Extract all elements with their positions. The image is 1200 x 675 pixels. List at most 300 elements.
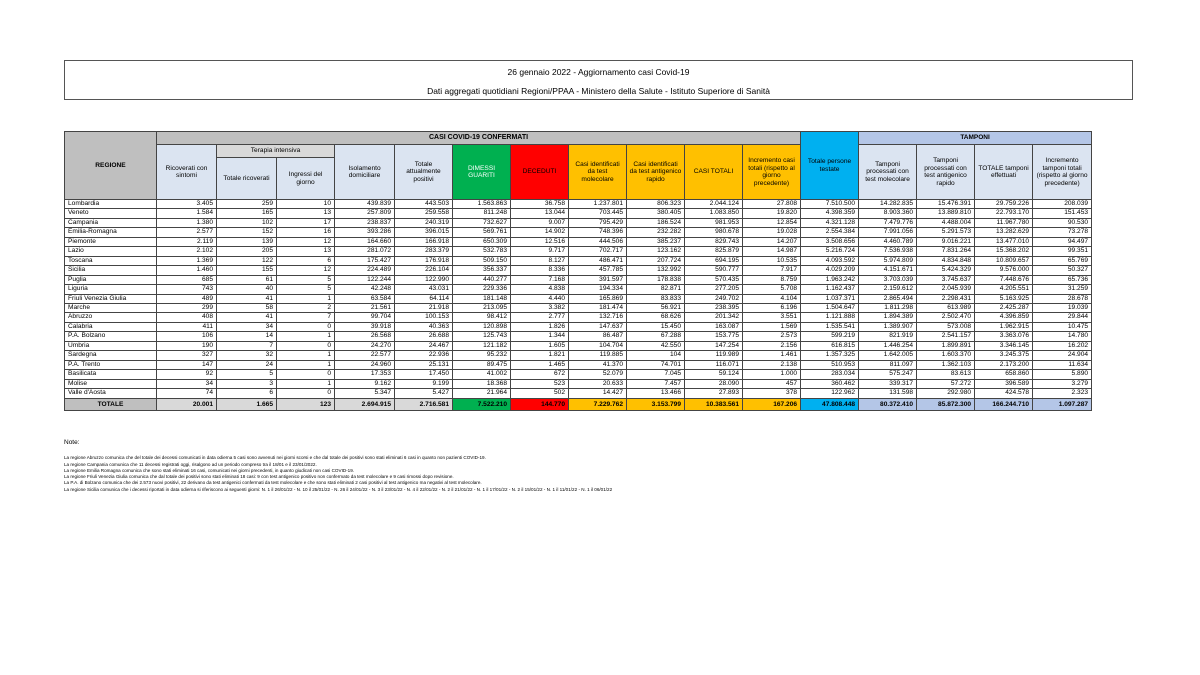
value-cell: 590.777 bbox=[685, 266, 743, 275]
value-cell: 2.173.200 bbox=[975, 360, 1033, 369]
value-cell: 73.278 bbox=[1033, 228, 1092, 237]
header-casi-molecolare: Casi identificati da test molecolare bbox=[569, 145, 627, 200]
value-cell: 0 bbox=[277, 389, 335, 398]
value-cell: 121.182 bbox=[453, 341, 511, 350]
value-cell: 39.918 bbox=[335, 322, 395, 331]
value-cell: 67.288 bbox=[627, 332, 685, 341]
value-cell: 24 bbox=[217, 360, 277, 369]
value-cell: 702.717 bbox=[569, 247, 627, 256]
value-cell: 825.879 bbox=[685, 247, 743, 256]
value-cell: 2.119 bbox=[157, 237, 217, 246]
table-row bbox=[65, 351, 1092, 360]
note-line: La regione Emilia Romagna comunica che sono stati eliminati 16 casi, comunicati nei giorni precedenti, in quanto giudicati non casi COVID-19. bbox=[64, 467, 355, 473]
total-value-cell: 80.372.410 bbox=[859, 398, 917, 410]
value-cell: 981.953 bbox=[685, 218, 743, 227]
header-casi-antigenico: Casi identificati da test antigenico rapido bbox=[627, 145, 685, 200]
value-cell: 4.440 bbox=[511, 294, 569, 303]
value-cell: 50.327 bbox=[1033, 266, 1092, 275]
total-value-cell: 144.770 bbox=[511, 398, 569, 410]
value-cell: 99.351 bbox=[1033, 247, 1092, 256]
total-value-cell: 3.153.799 bbox=[627, 398, 685, 410]
value-cell: 83.833 bbox=[627, 294, 685, 303]
value-cell: 391.597 bbox=[569, 275, 627, 284]
value-cell: 3 bbox=[217, 379, 277, 388]
value-cell: 1.899.891 bbox=[917, 341, 975, 350]
value-cell: 21.964 bbox=[453, 389, 511, 398]
value-cell: 523 bbox=[511, 379, 569, 388]
value-cell: 83.613 bbox=[917, 370, 975, 379]
value-cell: 12 bbox=[277, 237, 335, 246]
value-cell: 2.298.431 bbox=[917, 294, 975, 303]
region-name-cell: P.A. Bolzano bbox=[65, 332, 157, 341]
value-cell: 2.554.384 bbox=[801, 228, 859, 237]
value-cell: 43.031 bbox=[395, 285, 453, 294]
covid-data-table bbox=[64, 131, 1092, 411]
value-cell: 9.162 bbox=[335, 379, 395, 388]
value-cell: 14.902 bbox=[511, 228, 569, 237]
table-row bbox=[65, 360, 1092, 369]
value-cell: 131.598 bbox=[859, 389, 917, 398]
total-value-cell: 85.872.300 bbox=[917, 398, 975, 410]
region-name-cell: Veneto bbox=[65, 209, 157, 218]
header-dimessi-guariti: DIMESSI GUARITI bbox=[453, 145, 511, 200]
value-cell: 9.007 bbox=[511, 218, 569, 227]
value-cell: 1.344 bbox=[511, 332, 569, 341]
value-cell: 5.427 bbox=[395, 389, 453, 398]
band-tamponi: TAMPONI bbox=[859, 132, 1092, 145]
region-name-cell: Abruzzo bbox=[65, 313, 157, 322]
value-cell: 181.474 bbox=[569, 303, 627, 312]
region-name-cell: Friuli Venezia Giulia bbox=[65, 294, 157, 303]
value-cell: 1.584 bbox=[157, 209, 217, 218]
value-cell: 339.317 bbox=[859, 379, 917, 388]
value-cell: 65.736 bbox=[1033, 275, 1092, 284]
header-totale-persone: Totale persone testate bbox=[801, 132, 859, 200]
header-isolamento: Isolamento domiciliare bbox=[335, 145, 395, 200]
table-body bbox=[65, 200, 1092, 411]
value-cell: 1 bbox=[277, 332, 335, 341]
value-cell: 1 bbox=[277, 351, 335, 360]
value-cell: 396.589 bbox=[975, 379, 1033, 388]
value-cell: 703.445 bbox=[569, 209, 627, 218]
value-cell: 42.248 bbox=[335, 285, 395, 294]
value-cell: 1.362.103 bbox=[917, 360, 975, 369]
value-cell: 299 bbox=[157, 303, 217, 312]
value-cell: 2.865.494 bbox=[859, 294, 917, 303]
table-row bbox=[65, 266, 1092, 275]
value-cell: 132.992 bbox=[627, 266, 685, 275]
value-cell: 8.759 bbox=[743, 275, 801, 284]
value-cell: 443.503 bbox=[395, 200, 453, 209]
value-cell: 4.093.592 bbox=[801, 256, 859, 265]
value-cell: 122.962 bbox=[801, 389, 859, 398]
note-line: La regione Campania comunica che 11 decessi registrati oggi, risalgono ad un periodo compreso tra il 18/01 e il 23/01/2022. bbox=[64, 461, 317, 467]
value-cell: 408 bbox=[157, 313, 217, 322]
value-cell: 795.429 bbox=[569, 218, 627, 227]
table-row bbox=[65, 228, 1092, 237]
value-cell: 10 bbox=[277, 200, 335, 209]
value-cell: 732.627 bbox=[453, 218, 511, 227]
total-value-cell: 47.808.448 bbox=[801, 398, 859, 410]
value-cell: 163.087 bbox=[685, 322, 743, 331]
value-cell: 165.869 bbox=[569, 294, 627, 303]
value-cell: 181.148 bbox=[453, 294, 511, 303]
value-cell: 15.450 bbox=[627, 322, 685, 331]
value-cell: 14.207 bbox=[743, 237, 801, 246]
value-cell: 86.487 bbox=[569, 332, 627, 341]
value-cell: 7.448.676 bbox=[975, 275, 1033, 284]
value-cell: 510.953 bbox=[801, 360, 859, 369]
value-cell: 122 bbox=[217, 256, 277, 265]
total-value-cell: 2.694.915 bbox=[335, 398, 395, 410]
region-name-cell: Lombardia bbox=[65, 200, 157, 209]
value-cell: 8.127 bbox=[511, 256, 569, 265]
note-line: La regione Sicilia comunica che i decessi riportati in data odierna si riferiscono ai seguenti giorni: N. 1 il 26/01/22 - N. 10 il 25/01/22 - N. 26 il 24/01/22 - N. 3 il 23/01/22 - N. 4 il 22/01/22 - N. 2 il 21/01/22 - N. 1 il 17/01/22 - N. 2 il 15/01/22 - N. 1 il 11/01/22 - N. 1 il 06/01/22 bbox=[64, 486, 613, 492]
value-cell: 100.153 bbox=[395, 313, 453, 322]
header-tamponi-molecolare: Tamponi processati con test molecolare bbox=[859, 145, 917, 200]
value-cell: 19.028 bbox=[743, 228, 801, 237]
value-cell: 13 bbox=[277, 247, 335, 256]
value-cell: 208.039 bbox=[1033, 200, 1092, 209]
value-cell: 8.903.360 bbox=[859, 209, 917, 218]
value-cell: 7.831.264 bbox=[917, 247, 975, 256]
value-cell: 13.477.010 bbox=[975, 237, 1033, 246]
value-cell: 1.963.242 bbox=[801, 275, 859, 284]
value-cell: 31.259 bbox=[1033, 285, 1092, 294]
value-cell: 123.162 bbox=[627, 247, 685, 256]
region-name-cell: Piemonte bbox=[65, 237, 157, 246]
value-cell: 1 bbox=[277, 360, 335, 369]
value-cell: 11.634 bbox=[1033, 360, 1092, 369]
value-cell: 5 bbox=[217, 370, 277, 379]
value-cell: 16.202 bbox=[1033, 341, 1092, 350]
value-cell: 694.195 bbox=[685, 256, 743, 265]
value-cell: 21.918 bbox=[395, 303, 453, 312]
value-cell: 457.785 bbox=[569, 266, 627, 275]
value-cell: 7.045 bbox=[627, 370, 685, 379]
value-cell: 226.104 bbox=[395, 266, 453, 275]
note-line: La regione Abruzzo comunica che del totale dei decessi comunicati in data odierna 5 casi sono avvenuti nei giorni scorsi e che dal totale dei positivi sono stati eliminati 6 casi in quanto non pazienti COVID-19. bbox=[64, 455, 486, 461]
value-cell: 821.919 bbox=[859, 332, 917, 341]
value-cell: 139 bbox=[217, 237, 277, 246]
value-cell: 14.780 bbox=[1033, 332, 1092, 341]
value-cell: 1.237.801 bbox=[569, 200, 627, 209]
region-name-cell: Sicilia bbox=[65, 266, 157, 275]
value-cell: 194.334 bbox=[569, 285, 627, 294]
value-cell: 281.072 bbox=[335, 247, 395, 256]
value-cell: 13.889.810 bbox=[917, 209, 975, 218]
value-cell: 122.244 bbox=[335, 275, 395, 284]
value-cell: 1.894.389 bbox=[859, 313, 917, 322]
table-row bbox=[65, 209, 1092, 218]
total-value-cell: 166.244.710 bbox=[975, 398, 1033, 410]
value-cell: 41.002 bbox=[453, 370, 511, 379]
value-cell: 7.917 bbox=[743, 266, 801, 275]
value-cell: 40 bbox=[217, 285, 277, 294]
region-name-cell: Sardegna bbox=[65, 351, 157, 360]
value-cell: 4.398.359 bbox=[801, 209, 859, 218]
value-cell: 1 bbox=[277, 379, 335, 388]
table-row bbox=[65, 247, 1092, 256]
value-cell: 569.761 bbox=[453, 228, 511, 237]
value-cell: 1.535.541 bbox=[801, 322, 859, 331]
value-cell: 327 bbox=[157, 351, 217, 360]
header-ti-ingressi: Ingressi del giorno bbox=[277, 158, 335, 200]
value-cell: 165 bbox=[217, 209, 277, 218]
value-cell: 5.708 bbox=[743, 285, 801, 294]
value-cell: 5.424.329 bbox=[917, 266, 975, 275]
value-cell: 1.811.298 bbox=[859, 303, 917, 312]
value-cell: 27.893 bbox=[685, 389, 743, 398]
value-cell: 444.506 bbox=[569, 237, 627, 246]
value-cell: 155 bbox=[217, 266, 277, 275]
value-cell: 5.890 bbox=[1033, 370, 1092, 379]
value-cell: 396.015 bbox=[395, 228, 453, 237]
value-cell: 980.678 bbox=[685, 228, 743, 237]
table-row bbox=[65, 218, 1092, 227]
value-cell: 207.724 bbox=[627, 256, 685, 265]
value-cell: 24.960 bbox=[335, 360, 395, 369]
region-name-cell: Toscana bbox=[65, 256, 157, 265]
value-cell: 3.508.656 bbox=[801, 237, 859, 246]
value-cell: 132.716 bbox=[569, 313, 627, 322]
value-cell: 0 bbox=[277, 370, 335, 379]
value-cell: 104.704 bbox=[569, 341, 627, 350]
value-cell: 13 bbox=[277, 209, 335, 218]
value-cell: 59.124 bbox=[685, 370, 743, 379]
value-cell: 99.704 bbox=[335, 313, 395, 322]
value-cell: 164.660 bbox=[335, 237, 395, 246]
value-cell: 20.633 bbox=[569, 379, 627, 388]
region-name-cell: Valle d'Aosta bbox=[65, 389, 157, 398]
value-cell: 14 bbox=[217, 332, 277, 341]
total-value-cell: 1.097.287 bbox=[1033, 398, 1092, 410]
value-cell: 277.205 bbox=[685, 285, 743, 294]
table-row bbox=[65, 370, 1092, 379]
value-cell: 2.573 bbox=[743, 332, 801, 341]
value-cell: 42.550 bbox=[627, 341, 685, 350]
value-cell: 2.541.157 bbox=[917, 332, 975, 341]
header-deceduti: DECEDUTI bbox=[511, 145, 569, 200]
value-cell: 52.079 bbox=[569, 370, 627, 379]
value-cell: 2.045.939 bbox=[917, 285, 975, 294]
region-name-cell: Umbria bbox=[65, 341, 157, 350]
value-cell: 95.232 bbox=[453, 351, 511, 360]
value-cell: 2.577 bbox=[157, 228, 217, 237]
value-cell: 6.196 bbox=[743, 303, 801, 312]
value-cell: 1.605 bbox=[511, 341, 569, 350]
value-cell: 151.453 bbox=[1033, 209, 1092, 218]
region-name-cell: P.A. Trento bbox=[65, 360, 157, 369]
value-cell: 14.987 bbox=[743, 247, 801, 256]
value-cell: 5.216.724 bbox=[801, 247, 859, 256]
table-row bbox=[65, 379, 1092, 388]
value-cell: 7 bbox=[217, 341, 277, 350]
value-cell: 4.104 bbox=[743, 294, 801, 303]
table-row bbox=[65, 237, 1092, 246]
value-cell: 119.885 bbox=[569, 351, 627, 360]
value-cell: 15.476.391 bbox=[917, 200, 975, 209]
value-cell: 11.967.780 bbox=[975, 218, 1033, 227]
value-cell: 2.777 bbox=[511, 313, 569, 322]
value-cell: 147.254 bbox=[685, 341, 743, 350]
value-cell: 41 bbox=[217, 294, 277, 303]
value-cell: 12.516 bbox=[511, 237, 569, 246]
value-cell: 1.465 bbox=[511, 360, 569, 369]
value-cell: 17.353 bbox=[335, 370, 395, 379]
table-row bbox=[65, 303, 1092, 312]
value-cell: 122.990 bbox=[395, 275, 453, 284]
value-cell: 19.039 bbox=[1033, 303, 1092, 312]
value-cell: 34 bbox=[217, 322, 277, 331]
value-cell: 283.379 bbox=[395, 247, 453, 256]
value-cell: 13.282.629 bbox=[975, 228, 1033, 237]
value-cell: 829.743 bbox=[685, 237, 743, 246]
value-cell: 1.563.863 bbox=[453, 200, 511, 209]
value-cell: 2.156 bbox=[743, 341, 801, 350]
value-cell: 378 bbox=[743, 389, 801, 398]
value-cell: 7.991.056 bbox=[859, 228, 917, 237]
value-cell: 36.758 bbox=[511, 200, 569, 209]
value-cell: 249.702 bbox=[685, 294, 743, 303]
value-cell: 4.029.209 bbox=[801, 266, 859, 275]
value-cell: 201.342 bbox=[685, 313, 743, 322]
value-cell: 17 bbox=[277, 218, 335, 227]
value-cell: 599.219 bbox=[801, 332, 859, 341]
value-cell: 28.678 bbox=[1033, 294, 1092, 303]
region-name-cell: Campania bbox=[65, 218, 157, 227]
value-cell: 56.921 bbox=[627, 303, 685, 312]
value-cell: 9.576.000 bbox=[975, 266, 1033, 275]
value-cell: 29.759.226 bbox=[975, 200, 1033, 209]
value-cell: 89.475 bbox=[453, 360, 511, 369]
value-cell: 1.826 bbox=[511, 322, 569, 331]
total-value-cell: 7.229.762 bbox=[569, 398, 627, 410]
value-cell: 570.435 bbox=[685, 275, 743, 284]
value-cell: 685 bbox=[157, 275, 217, 284]
value-cell: 119.989 bbox=[685, 351, 743, 360]
value-cell: 259 bbox=[217, 200, 277, 209]
value-cell: 1.083.850 bbox=[685, 209, 743, 218]
value-cell: 64.114 bbox=[395, 294, 453, 303]
value-cell: 1.369 bbox=[157, 256, 217, 265]
value-cell: 672 bbox=[511, 370, 569, 379]
value-cell: 6 bbox=[217, 389, 277, 398]
value-cell: 616.815 bbox=[801, 341, 859, 350]
value-cell: 424.578 bbox=[975, 389, 1033, 398]
value-cell: 14.427 bbox=[569, 389, 627, 398]
value-cell: 28.090 bbox=[685, 379, 743, 388]
value-cell: 806.323 bbox=[627, 200, 685, 209]
value-cell: 125.743 bbox=[453, 332, 511, 341]
value-cell: 9.016.221 bbox=[917, 237, 975, 246]
value-cell: 7 bbox=[277, 313, 335, 322]
value-cell: 4.205.551 bbox=[975, 285, 1033, 294]
value-cell: 16 bbox=[277, 228, 335, 237]
value-cell: 17.450 bbox=[395, 370, 453, 379]
value-cell: 360.462 bbox=[801, 379, 859, 388]
value-cell: 21.561 bbox=[335, 303, 395, 312]
value-cell: 186.524 bbox=[627, 218, 685, 227]
value-cell: 232.282 bbox=[627, 228, 685, 237]
value-cell: 2.138 bbox=[743, 360, 801, 369]
value-cell: 748.396 bbox=[569, 228, 627, 237]
value-cell: 489 bbox=[157, 294, 217, 303]
value-cell: 650.309 bbox=[453, 237, 511, 246]
region-name-cell: Marche bbox=[65, 303, 157, 312]
value-cell: 27.808 bbox=[743, 200, 801, 209]
total-value-cell: 20.001 bbox=[157, 398, 217, 410]
value-cell: 213.095 bbox=[453, 303, 511, 312]
value-cell: 811.097 bbox=[859, 360, 917, 369]
table-row bbox=[65, 294, 1092, 303]
table-row bbox=[65, 200, 1092, 209]
value-cell: 10.475 bbox=[1033, 322, 1092, 331]
band-casi-confermati: CASI COVID-19 CONFERMATI bbox=[157, 132, 801, 145]
value-cell: 153.775 bbox=[685, 332, 743, 341]
total-value-cell: 167.206 bbox=[743, 398, 801, 410]
value-cell: 10.809.657 bbox=[975, 256, 1033, 265]
value-cell: 26.688 bbox=[395, 332, 453, 341]
region-name-cell: Basilicata bbox=[65, 370, 157, 379]
region-name-cell: Molise bbox=[65, 379, 157, 388]
value-cell: 24.904 bbox=[1033, 351, 1092, 360]
value-cell: 1.603.370 bbox=[917, 351, 975, 360]
value-cell: 2.102 bbox=[157, 247, 217, 256]
note-line: La regione Friuli Venezia Giulia comunica che dal totale dei positivi sono stati eliminati 18 casi: 9 con test antigenico positivo non confermato da test molecolare e 9 casi rimossi dopo revisione. bbox=[64, 474, 454, 480]
value-cell: 61 bbox=[217, 275, 277, 284]
value-cell: 5.347 bbox=[335, 389, 395, 398]
value-cell: 1.446.254 bbox=[859, 341, 917, 350]
value-cell: 1.460 bbox=[157, 266, 217, 275]
value-cell: 4.151.671 bbox=[859, 266, 917, 275]
value-cell: 1.569 bbox=[743, 322, 801, 331]
value-cell: 502 bbox=[511, 389, 569, 398]
value-cell: 74 bbox=[157, 389, 217, 398]
header-terapia-intensiva: Terapia intensiva bbox=[217, 145, 335, 158]
value-cell: 486.471 bbox=[569, 256, 627, 265]
value-cell: 205 bbox=[217, 247, 277, 256]
value-cell: 24.467 bbox=[395, 341, 453, 350]
value-cell: 57.272 bbox=[917, 379, 975, 388]
value-cell: 4.460.789 bbox=[859, 237, 917, 246]
value-cell: 5.291.573 bbox=[917, 228, 975, 237]
value-cell: 224.489 bbox=[335, 266, 395, 275]
value-cell: 176.918 bbox=[395, 256, 453, 265]
value-cell: 440.277 bbox=[453, 275, 511, 284]
value-cell: 2.044.124 bbox=[685, 200, 743, 209]
value-cell: 7.510.500 bbox=[801, 200, 859, 209]
region-name-cell: Liguria bbox=[65, 285, 157, 294]
value-cell: 5.974.809 bbox=[859, 256, 917, 265]
value-cell: 32 bbox=[217, 351, 277, 360]
value-cell: 5.163.925 bbox=[975, 294, 1033, 303]
region-name-cell: Puglia bbox=[65, 275, 157, 284]
total-label-cell: TOTALE bbox=[65, 398, 157, 410]
total-value-cell: 10.383.561 bbox=[685, 398, 743, 410]
value-cell: 147.637 bbox=[569, 322, 627, 331]
header-casi-totali: CASI TOTALI bbox=[685, 145, 743, 200]
value-cell: 439.839 bbox=[335, 200, 395, 209]
value-cell: 13.466 bbox=[627, 389, 685, 398]
value-cell: 7.168 bbox=[511, 275, 569, 284]
table-row bbox=[65, 313, 1092, 322]
value-cell: 3.703.039 bbox=[859, 275, 917, 284]
value-cell: 292.980 bbox=[917, 389, 975, 398]
total-value-cell: 7.522.210 bbox=[453, 398, 511, 410]
value-cell: 259.558 bbox=[395, 209, 453, 218]
header-totale-positivi: Totale attualmente positivi bbox=[395, 145, 453, 200]
